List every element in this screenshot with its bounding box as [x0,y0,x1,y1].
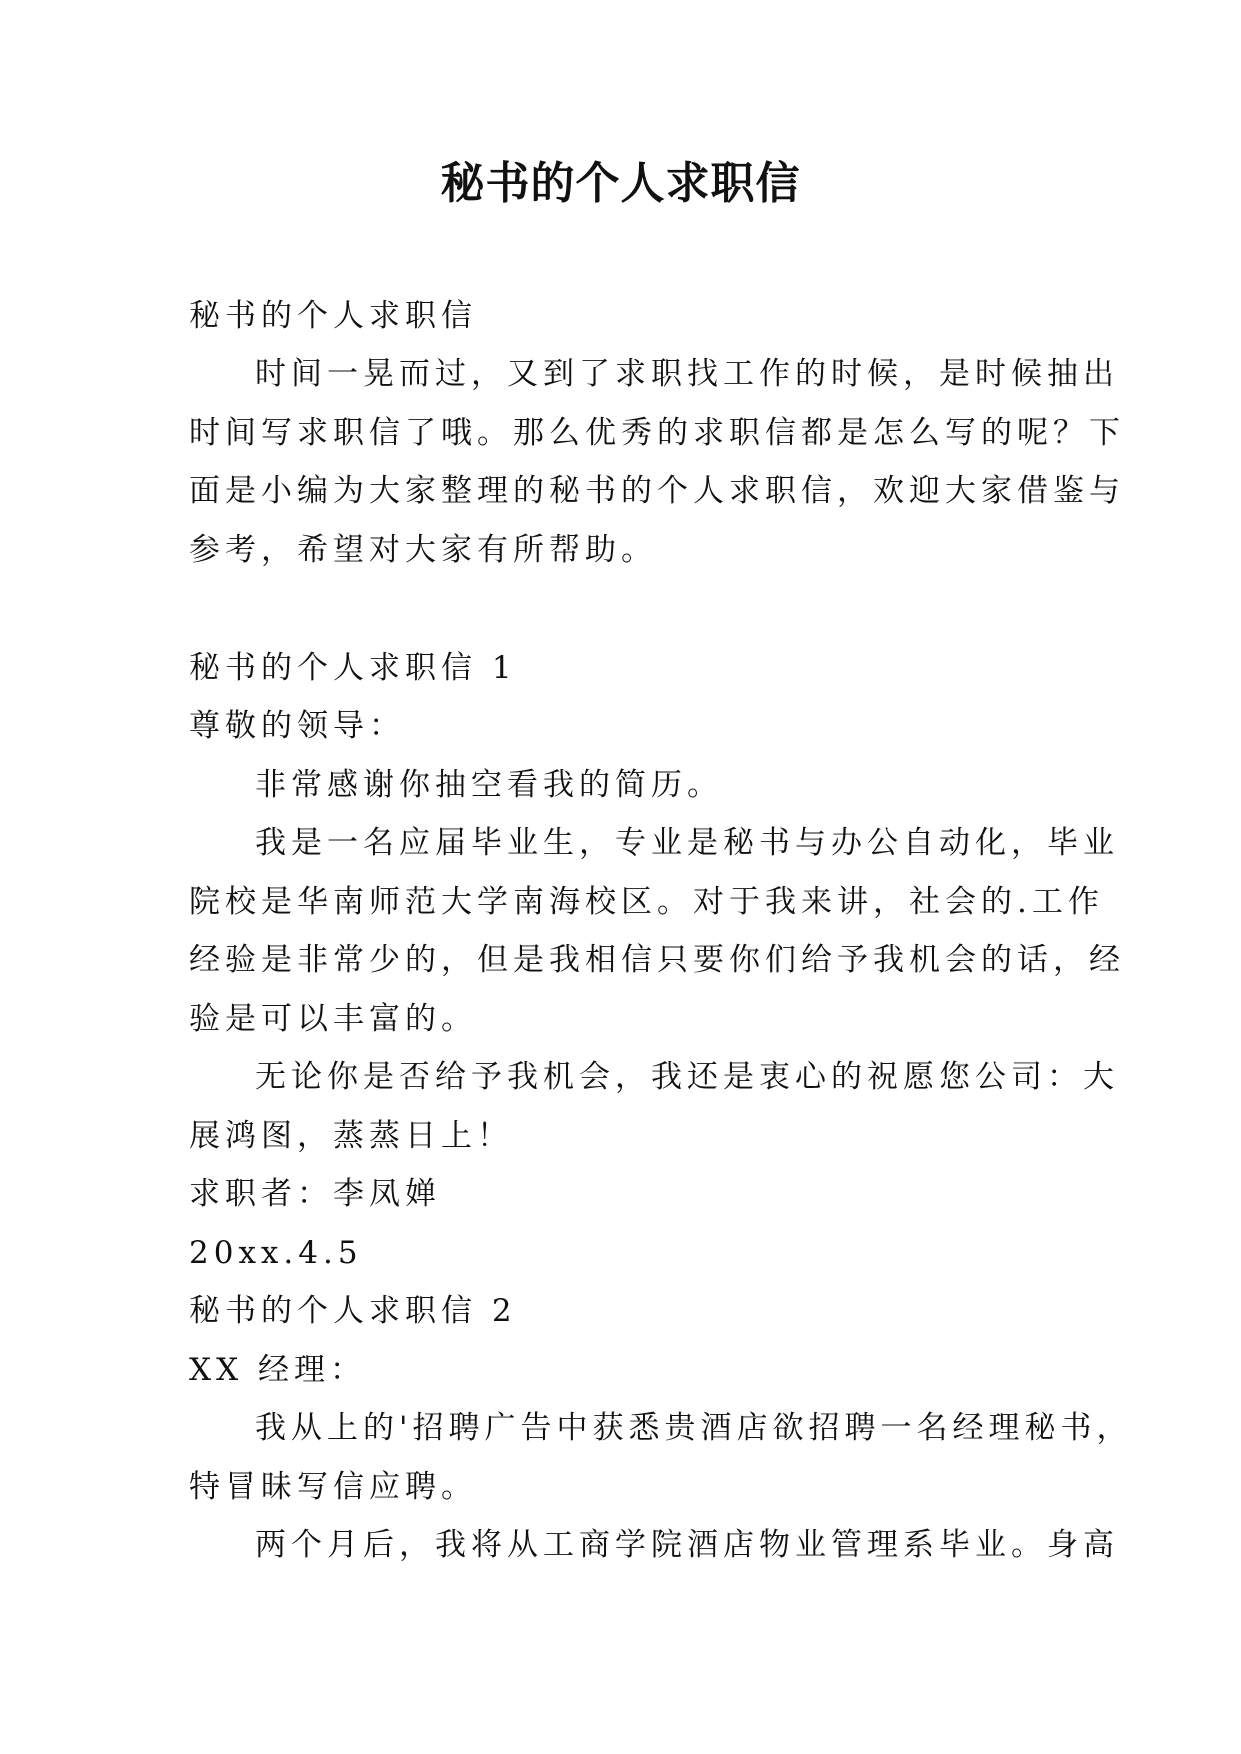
paragraph-line: 验是可以丰富的。 [189,1001,477,1037]
paragraph-line: 非常感谢你抽空看我的简历。 [255,767,723,803]
paragraph-line: 院校是华南师范大学南海校区。对于我来讲，社会的.工作 [189,884,1104,920]
letter-2-heading: 秘书的个人求职信 2 [189,1293,517,1329]
letter-1-salutation: 尊敬的领导： [189,708,405,744]
paragraph-line: 我从上的'招聘广告中获悉贵酒店欲招聘一名经理秘书， [255,1410,1133,1446]
paragraph-line: 经验是非常少的，但是我相信只要你们给予我机会的话，经 [189,942,1125,978]
paragraph-line: 参考，希望对大家有所帮助。 [189,532,657,568]
paragraph-line: 无论你是否给予我机会，我还是衷心的祝愿您公司：大 [255,1059,1119,1095]
paragraph-line: 面是小编为大家整理的秘书的个人求职信，欢迎大家借鉴与 [189,473,1125,509]
document-title: 秘书的个人求职信 [440,158,801,209]
letter-1-heading: 秘书的个人求职信 1 [189,650,517,686]
paragraph-line: 我是一名应届毕业生，专业是秘书与办公自动化，毕业 [255,825,1119,861]
paragraph-line: 时间写求职信了哦。那么优秀的求职信都是怎么写的呢？下 [189,415,1125,451]
paragraph-line: 两个月后，我将从工商学院酒店物业管理系毕业。身高 [255,1527,1119,1563]
paragraph-line: 展鸿图，蒸蒸日上！ [189,1118,513,1154]
intro-heading: 秘书的个人求职信 [189,298,477,334]
letter-1-date: 20xx.4.5 [189,1235,363,1271]
letter-2-salutation: XX 经理： [189,1352,366,1388]
letter-1-signature: 求职者：李凤婵 [189,1176,441,1212]
paragraph-line: 特冒昧写信应聘。 [189,1469,477,1505]
paragraph-line: 时间一晃而过，又到了求职找工作的时候，是时候抽出 [255,356,1119,392]
